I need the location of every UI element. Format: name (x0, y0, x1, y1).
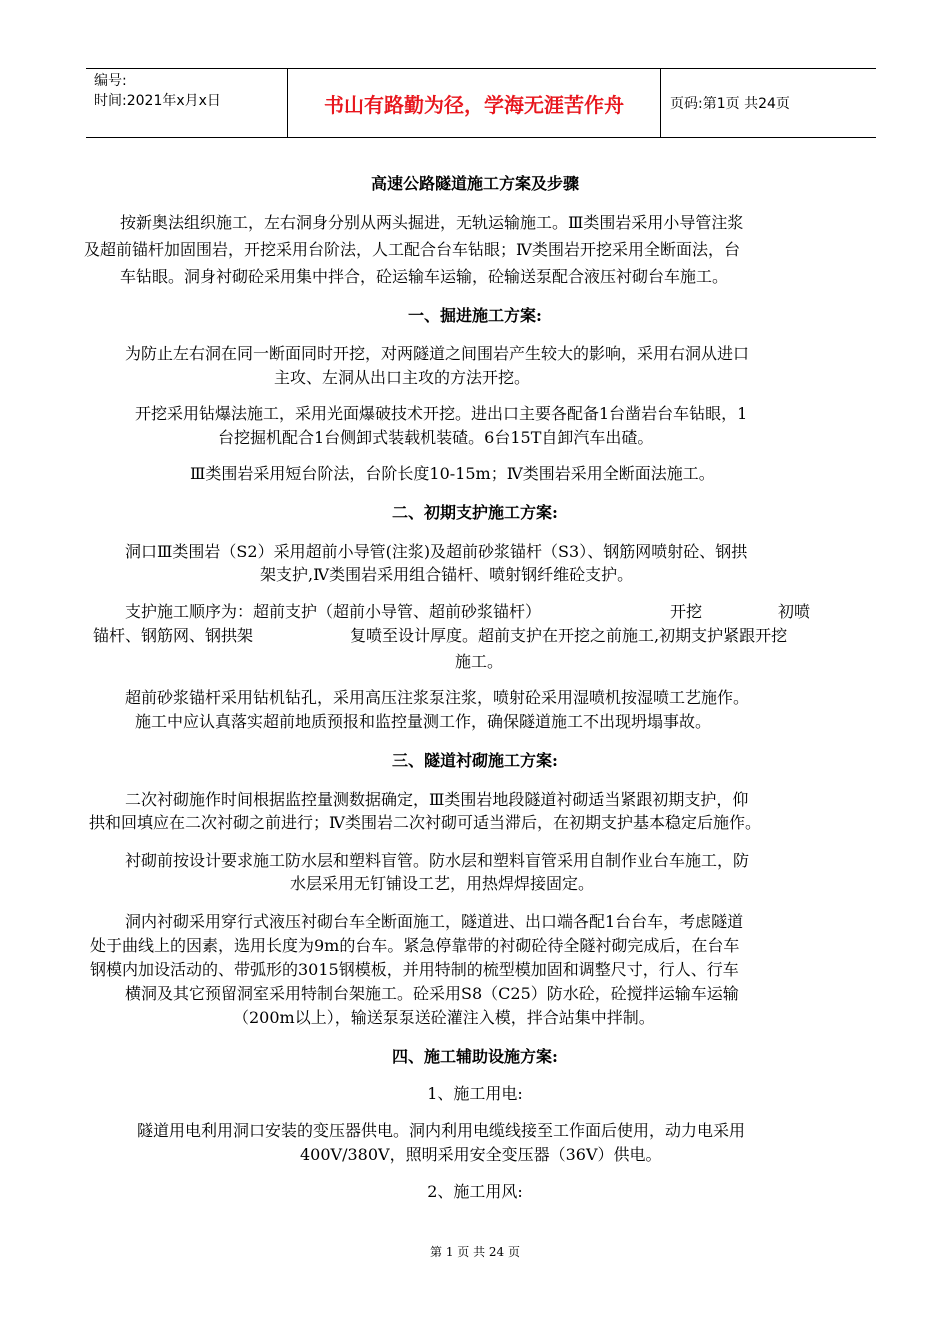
paragraph-line: Ⅲ类围岩采用短台阶法，台阶长度10-15m；Ⅳ类围岩采用全断面法施工。 (190, 464, 715, 483)
paragraph-line: 处于曲线上的因素，选用长度为9m的台车。紧急停靠带的衬砌砼待全隧衬砌完成后，在台车 (90, 936, 740, 955)
paragraph-line: 支护施工顺序为：超前支护（超前小导管、超前砂浆锚杆） (125, 602, 542, 621)
header-motto: 书山有路勤为径，学海无涯苦作舟 (324, 92, 624, 117)
paragraph-line: 台挖掘机配合1台侧卸式装载机装碴。6台15T自卸汽车出碴。 (218, 428, 654, 447)
section-heading: 四、施工辅助设施方案: (392, 1047, 558, 1066)
paragraph-line: 为防止左右洞在同一断面同时开挖，对两隧道之间围岩产生较大的影响，采用右洞从进口 (125, 344, 750, 363)
section-heading: 二、初期支护施工方案: (392, 503, 558, 522)
paragraph-line: 主攻、左洞从出口主攻的方法开挖。 (274, 368, 531, 387)
paragraph-line: 及超前锚杆加固围岩，开挖采用台阶法，人工配合台车钻眼；Ⅳ类围岩开挖采用全断面法，台 (84, 240, 740, 259)
paragraph-line: 施工。 (455, 652, 504, 671)
paragraph-line: 施工中应认真落实超前地质预报和监控量测工作，确保隧道施工不出现坍塌事故。 (135, 712, 712, 731)
header-number: 编号: (94, 73, 127, 89)
paragraph-line: 隧道用电利用洞口安装的变压器供电。洞内利用电缆线接至工作面后使用，动力电采用 (137, 1121, 746, 1140)
paragraph-line: 超前砂浆锚杆采用钻机钻孔，采用高压注浆泵注浆，喷射砼采用湿喷机按湿喷工艺施作。 (125, 688, 750, 707)
section-heading: 三、隧道衬砌施工方案: (392, 751, 558, 770)
paragraph-line: 架支护,Ⅳ类围岩采用组合锚杆、喷射钢纤维砼支护。 (260, 565, 634, 584)
subsection-heading: 1、施工用电: (427, 1084, 523, 1103)
page-footer: 第 1 页 共 24 页 (430, 1245, 520, 1259)
paragraph-line: 洞内衬砌采用穿行式液压衬砌台车全断面施工，隧道进、出口端各配1台台车，考虑隧道 (125, 912, 744, 931)
header-meta (94, 71, 221, 111)
paragraph-line: 二次衬砌施作时间根据监控量测数据确定，Ⅲ类围岩地段隧道衬砌适当紧跟初期支护，仰 (125, 790, 749, 809)
paragraph-line: （200m以上），输送泵泵送砼灌注入模，拌合站集中拌制。 (233, 1008, 655, 1027)
paragraph-line: 复喷至设计厚度。超前支护在开挖之前施工,初期支护紧跟开挖 (350, 626, 788, 645)
paragraph-line: 400V/380V，照明采用安全变压器（36V）供电。 (300, 1145, 662, 1164)
header-divider (660, 69, 661, 137)
paragraph-line: 车钻眼。洞身衬砌砼采用集中拌合，砼运输车运输，砼输送泵配合液压衬砌台车施工。 (120, 267, 729, 286)
paragraph-line: 钢模内加设活动的、带弧形的3015钢模板，并用特制的梳型模加固和调整尺寸，行人、行车 (90, 960, 739, 979)
section-heading: 一、掘进施工方案: (408, 306, 542, 325)
flow-step: 开挖 (670, 602, 703, 621)
paragraph-line: 水层采用无钉铺设工艺，用热焊焊接固定。 (290, 874, 595, 893)
paragraph-line: 开挖采用钻爆法施工，采用光面爆破技术开挖。进出口主要各配备1台凿岩台车钻眼，1 (135, 404, 748, 423)
document-title: 高速公路隧道施工方案及步骤 (370, 174, 579, 193)
header-page-number: 页码:第1页 共24页 (670, 96, 790, 112)
paragraph-line: 衬砌前按设计要求施工防水层和塑料盲管。防水层和塑料盲管采用自制作业台车施工，防 (125, 851, 750, 870)
subsection-heading: 2、施工用风: (427, 1182, 523, 1201)
page-header (86, 68, 876, 138)
paragraph-line: 锚杆、钢筋网、钢拱架 (93, 626, 254, 645)
paragraph-line: 洞口Ⅲ类围岩（S2）采用超前小导管(注浆)及超前砂浆锚杆（S3）、钢筋网喷射砼、钢拱 (125, 542, 748, 561)
header-time: 时间:2021年x月x日 (94, 93, 221, 109)
paragraph-line: 横洞及其它预留洞室采用特制台架施工。砼采用S8（C25）防水砼，砼搅拌运输车运输 (125, 984, 739, 1003)
paragraph-line: 拱和回填应在二次衬砌之前进行；Ⅳ类围岩二次衬砌可适当滞后，在初期支护基本稳定后施作。 (89, 813, 761, 832)
paragraph-line: 按新奥法组织施工，左右洞身分别从两头掘进，无轨运输施工。Ⅲ类围岩采用小导管注浆 (120, 213, 744, 232)
flow-step: 初喷 (778, 602, 811, 621)
